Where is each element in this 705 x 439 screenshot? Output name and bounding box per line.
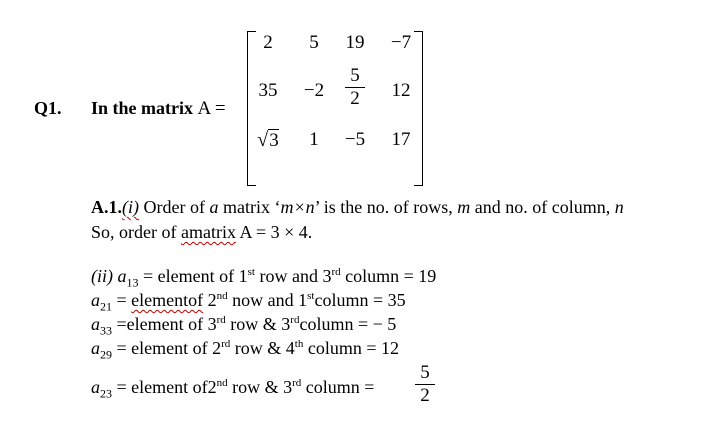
element-symbol: a [91,314,100,334]
answer-line-7 [91,377,375,401]
answer-line-1 [91,197,624,218]
text: matrix ‘ [222,197,281,217]
matrix-cell-1-4: −7 [390,32,412,53]
sqrt-argument: 3 [269,130,279,151]
question-number: Q1. [34,98,62,118]
element-symbol: a [117,266,127,286]
text: now and 1 [232,290,308,310]
text: elementof [131,290,204,310]
matrix-cell-2-1: 35 [258,80,278,101]
right-bracket [414,31,423,186]
text: column = [305,377,375,397]
text: 2 [207,290,217,310]
text: = [116,290,127,310]
matrix-cell-2-4: 12 [391,80,411,101]
text: ’ is the no. of rows, [314,197,453,217]
matrix-cell-3-2: 1 [309,129,319,150]
element-index: 33 [100,323,112,338]
text: m×n [280,197,315,217]
element-index: 29 [100,347,112,362]
answer-line-4 [91,290,406,314]
element-symbol: a [91,338,100,358]
text: row & 4 [234,338,295,358]
ordinal: nd [216,290,228,302]
fraction-denominator: 2 [350,88,360,109]
ordinal: rd [290,314,300,326]
element-index: 13 [126,275,139,290]
ordinal: rd [331,266,341,278]
text: =element of 3 [116,314,217,334]
element-index: 21 [100,299,112,314]
part-i-label: (i) [122,197,139,217]
statement-text: In the matrix [91,98,193,118]
left-bracket [247,31,256,186]
text: m [457,197,471,217]
ordinal: st [307,290,315,302]
text: column = 12 [307,338,400,358]
text: = element of 2 [116,338,222,358]
answer-fraction [413,363,437,406]
question-statement [91,98,226,120]
part-ii-label: (ii) [91,266,113,286]
matrix-cell-1-2: 5 [309,32,319,53]
answer-line-2 [91,222,312,243]
text: column = − 5 [299,314,397,334]
text: row and 3 [259,266,332,286]
matrix-cell-3-4: 17 [391,129,411,150]
text: n [614,197,624,217]
element-symbol: a [91,290,100,310]
text: = element of2 [116,377,217,397]
text: and no. of column, [474,197,611,217]
text: a [209,197,219,217]
text: Order of [143,197,205,217]
answer-label: A.1. [91,197,122,217]
answer-line-6 [91,338,400,362]
text: column = 19 [345,266,437,286]
fraction-numerator: 5 [420,362,430,383]
ordinal: th [294,338,304,350]
answer-line-5 [91,314,397,338]
matrix-cell-3-1 [243,129,293,152]
text: column = 35 [314,290,406,310]
text: A = 3 × 4. [239,222,313,242]
element-index: 23 [100,386,112,401]
matrix-name: A = [197,98,226,119]
text: row & 3 [230,314,291,334]
matrix-cell-2-2: −2 [303,80,325,101]
element-symbol: a [91,377,100,397]
text: row & 3 [232,377,293,397]
answer-line-3 [91,266,437,290]
ordinal: nd [216,377,228,389]
fraction-numerator: 5 [350,65,360,86]
matrix-cell-3-3: −5 [344,129,366,150]
matrix-cell-1-3: 19 [345,32,365,53]
matrix-cell-1-1: 2 [263,32,273,53]
text: So, order of [91,222,177,242]
matrix-cell-2-3-fraction [343,66,367,109]
fraction-denominator: 2 [420,385,430,406]
ordinal: rd [216,314,226,326]
sqrt-icon: √ [257,129,269,151]
ordinal: rd [221,338,231,350]
ordinal: rd [292,377,302,389]
ordinal: st [247,266,255,278]
text: amatrix [180,222,236,242]
text: = element of 1 [143,266,248,286]
